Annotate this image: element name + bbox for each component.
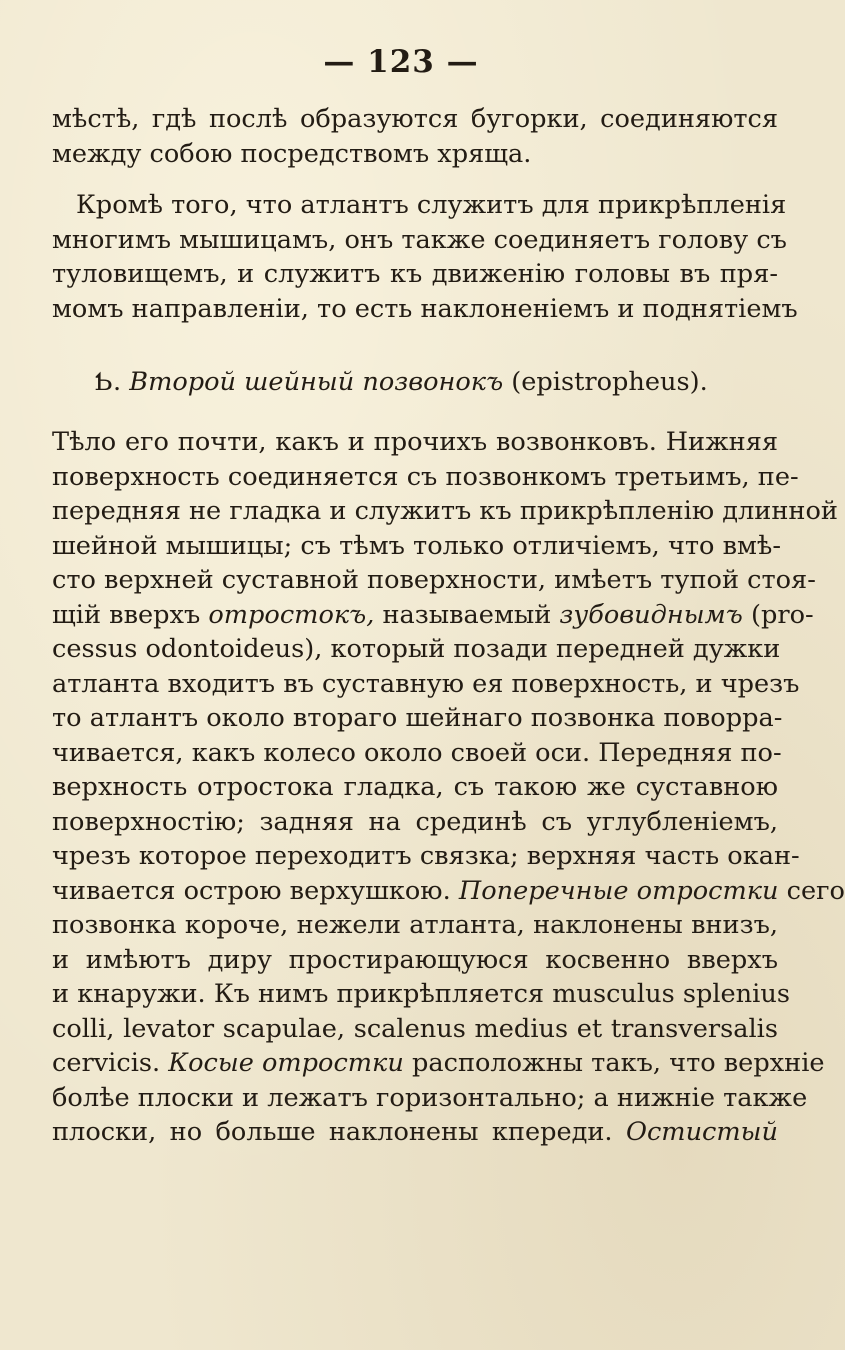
text-line	[52, 563, 816, 598]
text-run: шейной мышицы; съ тѣмъ только отличіемъ, что вмѣ-	[52, 530, 781, 561]
text-line	[52, 839, 800, 874]
text-line	[52, 770, 778, 805]
text-run: позвонка короче, нежели атланта, наклонены внизъ,	[52, 910, 778, 940]
text-run: colli, levator scapulae, scalenus medius et transversalis	[52, 1013, 778, 1044]
text-run: атланта входитъ въ суставную ея поверхность, и чрезъ	[52, 668, 800, 699]
text-line	[52, 529, 781, 564]
heading-prefix: Ƅ.	[94, 367, 130, 397]
text-run: поверхностію; задняя на срединѣ съ углубленіемъ,	[52, 806, 778, 837]
text-run: передняя не гладка и служитъ къ прикрѣпленію длинной	[52, 496, 838, 526]
text-run: чивается, какъ колесо около своей оси. Передняя по-	[52, 737, 782, 768]
text-run: чрезъ которое переходитъ связка; верхняя часть окан-	[52, 841, 800, 871]
italic-term: Остистый	[625, 1117, 778, 1147]
text-run: (pro-	[742, 599, 814, 630]
italic-term: зубовиднымъ	[559, 599, 743, 630]
text-run: сего	[778, 875, 845, 906]
italic-term: Косые отростки	[168, 1048, 404, 1078]
text-line	[52, 1115, 778, 1150]
text-line: многимъ мышицамъ, онъ также соединяетъ голову съ	[52, 224, 787, 255]
page-number: — 123 —	[323, 44, 479, 80]
text-line	[52, 977, 790, 1012]
text-run: щій вверхъ	[52, 599, 209, 630]
text-line	[52, 701, 783, 736]
italic-term: отростокъ,	[208, 599, 375, 630]
text-line	[52, 1081, 808, 1116]
heading-latin: (epistropheus).	[503, 367, 708, 397]
text-run: и кнаружи. Къ нимъ прикрѣпляется musculus splenius	[52, 979, 790, 1009]
text-line: Кромѣ того, что атлантъ служитъ для прикрѣпленія	[76, 190, 787, 220]
text-run: cervicis.	[52, 1048, 169, 1078]
text-run: плоски, но больше наклонены кпереди.	[52, 1117, 626, 1147]
text-line	[52, 874, 845, 909]
text-run: Тѣло его почти, какъ и прочихъ возвонковъ. Нижняя	[52, 427, 778, 457]
text-line	[52, 598, 814, 633]
paragraph-atlas-function	[52, 188, 798, 326]
text-run: и имѣютъ диру простирающуюся косвенно вверхъ	[52, 944, 778, 975]
text-line: между собою посредствомъ хряща.	[52, 138, 532, 169]
text-line	[52, 736, 782, 771]
text-run: поверхность соединяется съ позвонкомъ третьимъ, пе-	[52, 461, 799, 492]
text-run: чивается острою верхушкою.	[52, 875, 459, 906]
text-run: сто верхней суставной поверхности, имѣетъ тупой стоя-	[52, 565, 816, 595]
section-heading	[0, 367, 802, 397]
text-line	[52, 908, 778, 943]
text-run: верхность отростока гладка, съ такою же суставною	[52, 772, 778, 802]
text-line	[52, 425, 778, 460]
text-line	[52, 632, 781, 667]
text-line	[52, 1012, 778, 1047]
text-run: называемый	[374, 599, 560, 630]
text-run: cessus odontoideus), который позади передней дужки	[52, 634, 781, 664]
text-line: мѣстѣ, гдѣ послѣ образуются бугорки, соединяются	[52, 104, 778, 134]
paragraph-epistropheus	[52, 425, 845, 1150]
text-run: то атлантъ около втораго шейнаго позвонка поворра-	[52, 703, 783, 733]
text-line: момъ направленіи, то есть наклоненіемъ и поднятіемъ	[52, 293, 798, 324]
text-line: туловищемъ, и служитъ къ движенію головы въ пря-	[52, 259, 778, 289]
text-line	[52, 1046, 825, 1081]
text-line	[52, 494, 838, 529]
text-line	[52, 943, 778, 978]
paragraph-continued	[52, 102, 778, 171]
text-line	[52, 805, 778, 840]
text-line	[52, 667, 800, 702]
heading-title: Второй шейный позвонокъ	[129, 367, 504, 397]
text-run: болѣе плоски и лежатъ горизонтально; а нижніе также	[52, 1082, 808, 1113]
italic-term: Поперечные отростки	[458, 875, 779, 906]
text-run: расположны такъ, что верхніе	[403, 1048, 825, 1078]
text-line	[52, 460, 799, 495]
